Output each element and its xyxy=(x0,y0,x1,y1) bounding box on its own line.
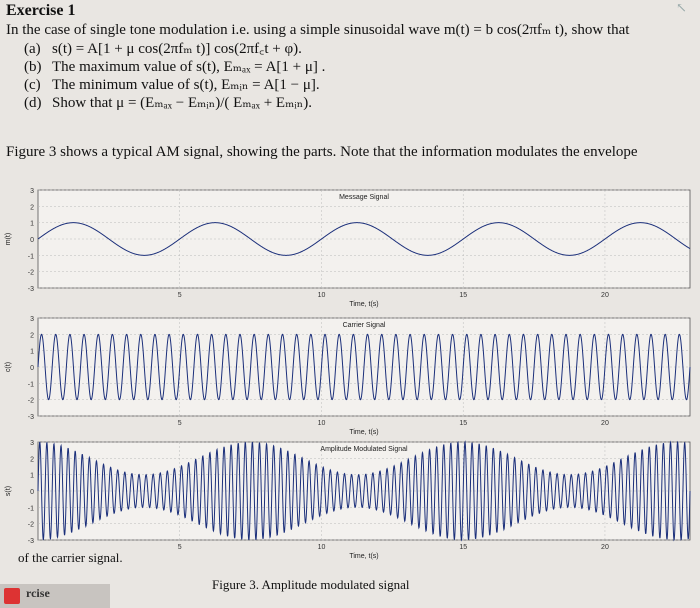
exercise-items xyxy=(24,40,325,112)
x-axis-label: Time, t(s) xyxy=(349,301,379,308)
y-tick-label: 0 xyxy=(30,237,34,244)
chart-title: Carrier Signal xyxy=(342,322,386,329)
y-tick-label: 0 xyxy=(30,489,34,496)
x-axis-label: Time, t(s) xyxy=(349,553,379,560)
x-tick-label: 10 xyxy=(317,544,326,551)
x-tick-label: 20 xyxy=(601,292,609,299)
x-tick-label: 20 xyxy=(601,544,609,551)
y-tick-label: 3 xyxy=(30,440,34,447)
x-tick-label: 15 xyxy=(459,544,468,551)
y-tick-label: -3 xyxy=(27,538,34,545)
exercise-item: (b) The maximum value of s(t), Eₘₐₓ = A[1 + μ] . xyxy=(24,59,326,75)
exercise-title: Exercise 1 xyxy=(6,2,76,19)
next-exercise-badge: rcise xyxy=(0,584,110,608)
x-tick-label: 10 xyxy=(317,420,326,427)
chart-title: Amplitude Modulated Signal xyxy=(320,446,408,453)
exercise-item: (d) Show that μ = (Eₘₐₓ − Eₘᵢₙ)/( Eₘₐₓ + Eₘᵢₙ). xyxy=(24,95,312,111)
y-tick-label: 2 xyxy=(30,332,34,340)
y-axis-label: c(t) xyxy=(5,361,12,373)
y-tick-label: -3 xyxy=(27,414,34,421)
y-tick-label: -3 xyxy=(27,286,34,293)
y-tick-label: 1 xyxy=(30,348,34,356)
x-tick-label: 5 xyxy=(177,544,182,551)
y-tick-label: 1 xyxy=(30,472,34,480)
y-axis-label: s(t) xyxy=(5,485,12,497)
y-tick-label: 1 xyxy=(30,220,34,228)
figure-caption: Figure 3. Amplitude modulated signal xyxy=(212,577,410,592)
x-tick-label: 20 xyxy=(601,420,609,427)
y-tick-label: 3 xyxy=(30,316,34,323)
pdf-icon xyxy=(4,588,20,604)
y-tick-label: 2 xyxy=(30,456,34,464)
am-figure xyxy=(0,180,700,560)
y-tick-label: -2 xyxy=(27,521,34,529)
x-tick-label: 5 xyxy=(177,292,182,299)
x-tick-label: 15 xyxy=(459,292,468,299)
y-tick-label: -2 xyxy=(27,269,34,277)
y-tick-label: -1 xyxy=(27,253,34,261)
cursor-icon: ↖ xyxy=(676,0,687,15)
y-tick-label: -1 xyxy=(27,505,34,513)
y-tick-label: -1 xyxy=(27,381,34,389)
figure-tail-text: of the carrier signal. xyxy=(18,550,123,565)
y-tick-label: 2 xyxy=(30,204,34,212)
y-tick-label: 0 xyxy=(30,365,34,372)
figure-description: Figure 3 shows a typical AM signal, showing the parts. Note that the information modulates the envelope xyxy=(6,144,638,160)
exercise-item: (a) s(t) = A[1 + μ cos(2πfₘ t)] cos(2πf꜀t + φ). xyxy=(24,41,302,57)
x-tick-label: 10 xyxy=(317,292,326,299)
exercise-item: (c) The minimum value of s(t), Eₘᵢₙ = A[1 − μ]. xyxy=(24,77,320,93)
y-axis-label: m(t) xyxy=(5,232,12,246)
y-tick-label: 3 xyxy=(30,188,34,195)
x-tick-label: 5 xyxy=(177,420,182,427)
y-tick-label: -2 xyxy=(27,397,34,405)
x-tick-label: 15 xyxy=(459,420,468,427)
exercise-intro: In the case of single tone modulation i.e. using a simple sinusoidal wave m(t) = b cos(2πfₘ t), show that xyxy=(6,22,630,38)
x-axis-label: Time, t(s) xyxy=(349,429,379,436)
chart-title: Message Signal xyxy=(339,194,389,201)
